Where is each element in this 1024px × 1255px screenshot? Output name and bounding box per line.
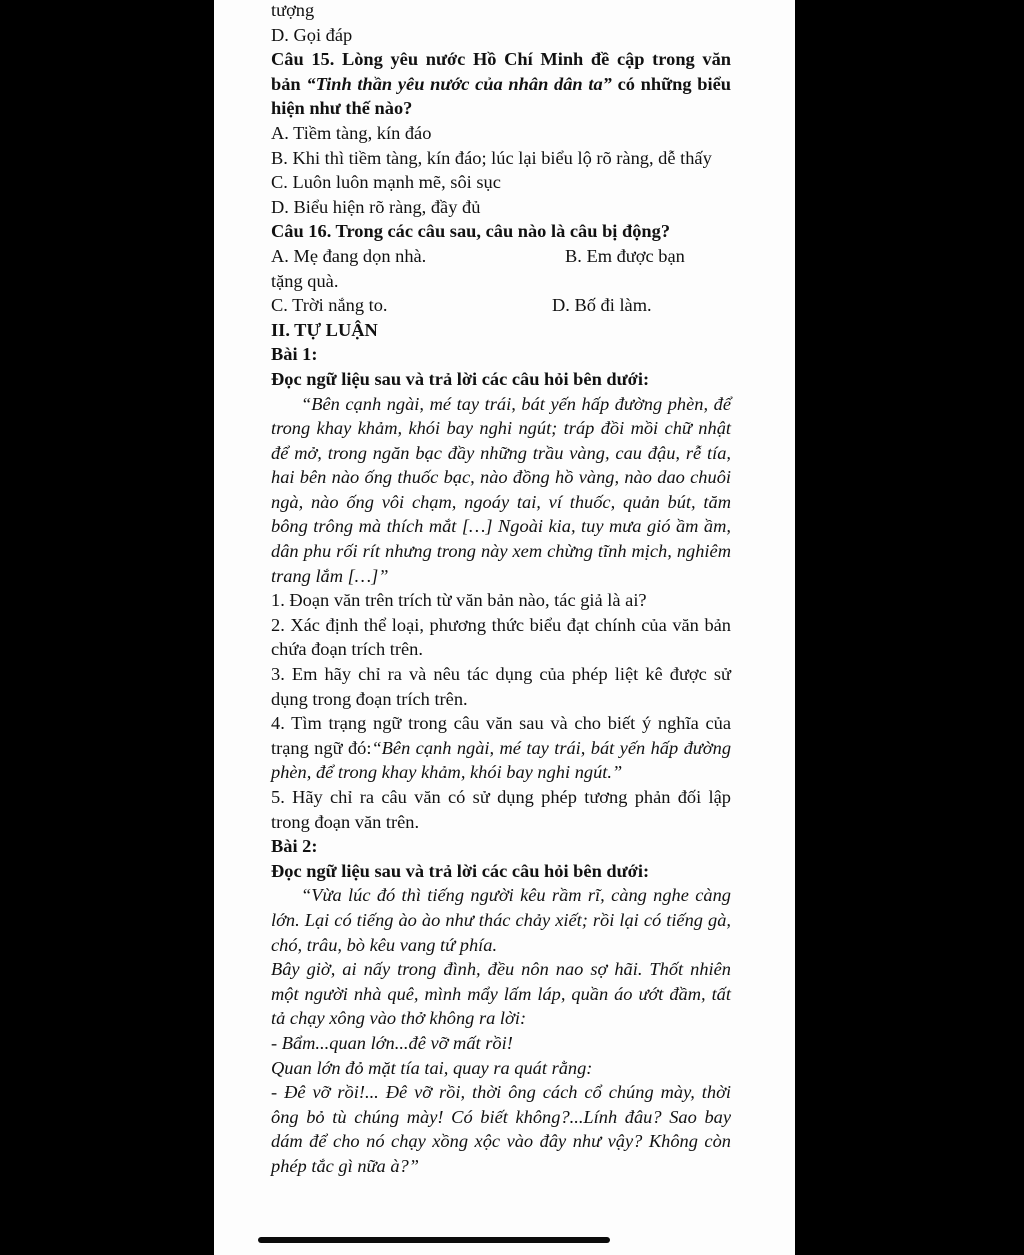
- bai1-instruction: Đọc ngữ liệu sau và trả lời các câu hỏi bên dưới:: [271, 368, 650, 389]
- bai1-title: Bài 1:: [271, 344, 318, 365]
- bai2-title: Bài 2:: [271, 836, 318, 857]
- bai2-passage-p5: - Đê vỡ rồi!... Đê vỡ rồi, thời ông cách cổ chúng mày, thời ông bỏ tù chúng mày! Có biết không?...Lính đâu? Sao bay dám để cho nó chạy xồng xộc vào đây như vậy? Không còn phép tắc gì nữa à?”: [271, 1082, 731, 1176]
- bai2-passage-p3: - Bẩm...quan lớn...đê vỡ mất rồi!: [271, 1032, 513, 1053]
- q16-option-b-continued: tặng quà.: [271, 270, 339, 291]
- bai1-question-1: 1. Đoạn văn trên trích từ văn bản nào, tác giả là ai?: [271, 590, 647, 611]
- q15-option-d: D. Biểu hiện rõ ràng, đầy đủ: [271, 196, 481, 217]
- q14-option-d: D. Gọi đáp: [271, 24, 353, 45]
- document-content: [271, 0, 731, 1179]
- q15-cited-title: “Tinh thần yêu nước của nhân dân ta”: [306, 73, 612, 94]
- bai2-instruction: Đọc ngữ liệu sau và trả lời các câu hỏi bên dưới:: [271, 860, 650, 881]
- q15-option-b: B. Khi thì tiềm tàng, kín đáo; lúc lại biểu lộ rõ ràng, dễ thấy: [271, 147, 712, 168]
- home-indicator-bar[interactable]: [258, 1237, 610, 1243]
- bai2-passage-p2: Bây giờ, ai nấy trong đình, đều nôn nao sợ hãi. Thốt nhiên một người nhà quê, mình mẩy lấm láp, quần áo ướt đầm, tất tả chạy xông vào thở không ra lời:: [271, 959, 731, 1029]
- bai1-passage: “Bên cạnh ngài, mé tay trái, bát yến hấp đường phèn, để trong khay khảm, khói bay nghi ngút; tráp đồi mồi chữ nhật để mở, trong ngăn bạc đầy những trầu vàng, cau đậu, rễ tía, hai bên nào ống thuốc bạc, nào đồng hồ vàng, nào dao chuôi ngà, nào ống vôi chạm, ngoáy tai, ví thuốc, quản bút, tăm bông trông mà thích mắt […] Ngoài kia, tuy mưa gió ầm ầm, dân phu rối rít nhưng trong này xem chừng tĩnh mịch, nghiêm trang lắm […]”: [271, 393, 731, 586]
- bai1-question-4: 4. Tìm trạng ngữ trong câu văn sau và cho biết ý nghĩa của trạng ngữ đó:“Bên cạnh ngài, mé tay trái, bát yến hấp đường phèn, để trong khay khảm, khói bay nghi ngút.”: [271, 713, 732, 783]
- q16-option-d: D. Bố đi làm.: [552, 295, 652, 316]
- bai2-passage-p4: Quan lớn đỏ mặt tía tai, quay ra quát rằng:: [271, 1057, 593, 1078]
- q16-option-c: C. Trời nắng to.: [271, 295, 388, 316]
- document-page: [214, 0, 795, 1255]
- q16-option-b: B. Em được bạn: [565, 245, 685, 266]
- q15-option-a: A. Tiềm tàng, kín đáo: [271, 122, 432, 143]
- q16-option-a: A. Mẹ đang dọn nhà.: [271, 245, 427, 266]
- continued-text: tượng: [271, 0, 315, 20]
- bai1-question-3: 3. Em hãy chỉ ra và nêu tác dụng của phép liệt kê được sử dụng trong đoạn trích trên.: [271, 664, 731, 709]
- bai1-question-2: 2. Xác định thể loại, phương thức biểu đạt chính của văn bản chứa đoạn trích trên.: [271, 614, 731, 660]
- q16-question: Câu 16. Trong các câu sau, câu nào là câu bị động?: [271, 221, 671, 242]
- section-heading: II. TỰ LUẬN: [271, 319, 378, 340]
- bai1-question-5: 5. Hãy chỉ ra câu văn có sử dụng phép tương phản đối lập trong đoạn văn trên.: [271, 787, 731, 832]
- bai1-question-4-quote: “Bên cạnh ngài, mé tay trái, bát yến hấp đường phèn, để trong khay khảm, khói bay nghi ngút.”: [271, 737, 732, 783]
- q15-option-c: C. Luôn luôn mạnh mẽ, sôi sục: [271, 172, 501, 193]
- q16-options-row-2: [271, 293, 731, 318]
- q15-question: Câu 15. Lòng yêu nước Hồ Chí Minh đề cập trong văn bản “Tinh thần yêu nước của nhân dân ta” có những biểu hiện như thế nào?: [271, 49, 732, 119]
- bai2-passage-p1: “Vừa lúc đó thì tiếng người kêu rầm rĩ, càng nghe càng lớn. Lại có tiếng ào ào như thác chảy xiết; rồi lại có tiếng gà, chó, trâu, bò kêu vang tứ phía.: [271, 885, 731, 955]
- q16-options-row-1: [271, 244, 731, 269]
